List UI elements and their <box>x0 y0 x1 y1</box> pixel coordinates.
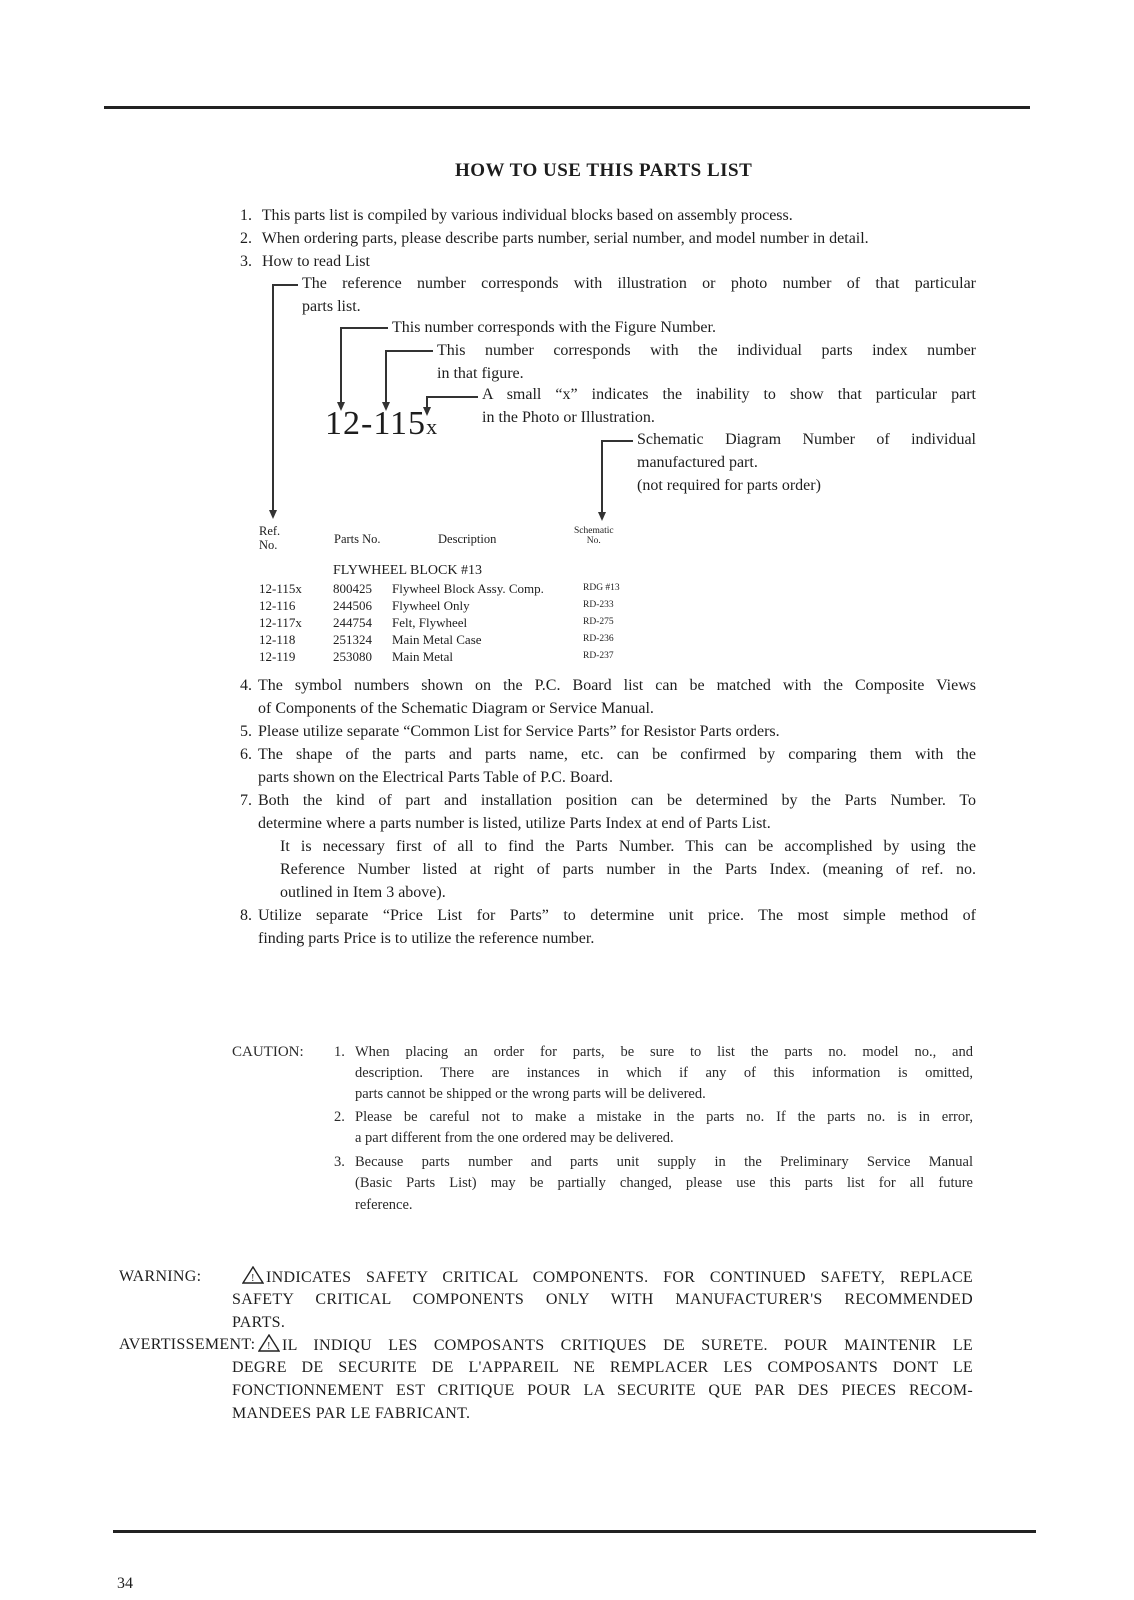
page-title: HOW TO USE THIS PARTS LIST <box>455 160 753 181</box>
schematic-arrow-icon <box>598 512 606 521</box>
caution-3-line-3: reference. <box>355 1197 413 1213</box>
caution-label: CAUTION: <box>232 1044 304 1060</box>
note-ref-line-2: parts list. <box>302 298 361 315</box>
avertissement-line-1: ! IL INDIQU LES COMPOSANTS CRITIQUES DE SURETE. POUR MAINTENIR LE <box>258 1334 973 1358</box>
caution-1-number: 1. <box>334 1044 345 1060</box>
item-6-line-2: parts shown on the Electrical Parts Table of P.C. Board. <box>258 769 613 786</box>
note-figure: This number corresponds with the Figure Number. <box>392 319 716 336</box>
note-schematic-line-1: Schematic Diagram Number of individual <box>637 431 976 448</box>
item-7-line-2: determine where a parts number is listed, utilize Parts Index at end of Parts List. <box>258 815 771 832</box>
header-parts-no: Parts No. <box>334 532 381 546</box>
schematic-leader-horizontal <box>601 440 633 442</box>
note-ref-line-1: The reference number corresponds with illustration or photo number of that particular <box>302 275 976 292</box>
x-leader-horizontal <box>426 396 478 398</box>
ref-leader-horizontal <box>272 284 298 286</box>
item-7-note-line-1: It is necessary first of all to find the Parts Number. This can be accomplished by using the <box>280 838 976 855</box>
note-index-line-1: This number corresponds with the individual parts index number <box>437 342 976 359</box>
item-6-number: 6. <box>240 746 252 763</box>
ref-leader-vertical <box>272 284 274 512</box>
caution-1-line-1: When placing an order for parts, be sure to list the parts no. model no., and <box>355 1044 973 1060</box>
item-2: 2. When ordering parts, please describe parts number, serial number, and model number in detail. <box>240 230 869 247</box>
caution-3-line-1: Because parts number and parts unit supply in the Preliminary Service Manual <box>355 1154 973 1170</box>
example-number: 12-115x <box>325 405 438 442</box>
item-8-line-1: Utilize separate “Price List for Parts” to determine unit price. The most simple method of <box>258 907 976 924</box>
warning-label: WARNING: <box>119 1268 202 1285</box>
note-index-line-2: in that figure. <box>437 365 524 382</box>
avertissement-label: AVERTISSEMENT: <box>119 1336 256 1353</box>
item-7-note-line-2: Reference Number listed at right of parts number in the Parts Index. (meaning of ref. no. <box>280 861 976 878</box>
warning-triangle-icon <box>258 1334 280 1352</box>
avertissement-line-4: MANDEES PAR LE FABRICANT. <box>232 1405 471 1422</box>
fig-leader-vertical <box>340 327 342 405</box>
caution-2-line-2: a part different from the one ordered may be delivered. <box>355 1130 674 1146</box>
item-7-number: 7. <box>240 792 252 809</box>
item-4-line-1: The symbol numbers shown on the P.C. Board list can be matched with the Composite Views <box>258 677 976 694</box>
item-5-number: 5. <box>240 723 252 740</box>
header-description: Description <box>438 532 497 546</box>
item-5-line-1: Please utilize separate “Common List for Service Parts” for Resistor Parts orders. <box>258 723 780 740</box>
caution-3-number: 3. <box>334 1154 345 1170</box>
index-leader-horizontal <box>385 350 433 352</box>
bottom-rule <box>113 1530 1036 1533</box>
warning-line-3: PARTS. <box>232 1314 286 1331</box>
svg-text:!: ! <box>251 1273 255 1284</box>
svg-text:!: ! <box>267 1341 271 1352</box>
item-4-line-2: of Components of the Schematic Diagram or Service Manual. <box>258 700 654 717</box>
page-number: 34 <box>117 1575 133 1592</box>
caution-1-line-2: description. There are instances in which if any of this information is omitted, <box>355 1065 973 1081</box>
note-schematic-line-3: (not required for parts order) <box>637 477 821 494</box>
warning-line-2: SAFETY CRITICAL COMPONENTS ONLY WITH MANUFACTURER'S RECOMMENDED <box>232 1291 973 1308</box>
warning-triangle-icon <box>242 1266 264 1284</box>
index-leader-vertical <box>385 350 387 405</box>
note-x-line-2: in the Photo or Illustration. <box>482 409 655 426</box>
caution-2-line-1: Please be careful not to make a mistake in the parts no. If the parts no. is in error, <box>355 1109 973 1125</box>
note-x-line-1: A small “x” indicates the inability to show that particular part <box>482 386 976 403</box>
header-ref: Ref. No. <box>259 524 281 552</box>
header-schematic: Schematic No. <box>574 526 614 546</box>
warning-line-1: ! INDICATES SAFETY CRITICAL COMPONENTS. FOR CONTINUED SAFETY, REPLACE <box>242 1266 973 1290</box>
top-rule <box>104 106 1030 109</box>
item-4-number: 4. <box>240 677 252 694</box>
item-7-note-line-3: outlined in Item 3 above). <box>280 884 446 901</box>
avertissement-line-3: FONCTIONNEMENT EST CRITIQUE POUR LA SECURITE QUE PAR DES PIECES RECOM- <box>232 1382 973 1399</box>
schematic-leader-vertical <box>601 440 603 514</box>
item-1: 1. This parts list is compiled by various individual blocks based on assembly process. <box>240 207 793 224</box>
item-8-number: 8. <box>240 907 252 924</box>
item-8-line-2: finding parts Price is to utilize the reference number. <box>258 930 595 947</box>
avertissement-line-2: DEGRE DE SECURITE DE L'APPAREIL NE REMPLACER LES COMPOSANTS DONT LE <box>232 1359 973 1376</box>
note-schematic-line-2: manufactured part. <box>637 454 758 471</box>
caution-3-line-2: (Basic Parts List) may be partially changed, please use this parts list for all future <box>355 1175 973 1191</box>
block-title: FLYWHEEL BLOCK #13 <box>333 563 482 578</box>
document-page: HOW TO USE THIS PARTS LIST 1. This parts list is compiled by various individual blocks based on assembly process. 2. When ordering parts, please describe parts number, serial number, and model number in detail. 3. How to read List The reference number corresponds with illustration or photo number of that particular parts list. This number corresponds with the Figure Number. This number corresponds with the individual parts index number in that figure. A small “x” indicates the inability to show that particular part in the Photo or Illustration. 12-115x Schematic Diagram Number of individual manufactured part. (not required for parts order) Ref. No. Parts No. Description Schematic No. FLYWHEEL BLOCK #13 12-115x 800425 Flywheel Block Assy. Comp. RDG #13 12-116 244506 Flywheel Only RD-233 12-117x 244754 Felt, Flywheel RD-275 12-118 251324 Main Metal Case RD-236 12-119 253080 Main Metal RD-237 4. The symbol numbers shown on the P.C. Board list can be matched with the Composite Views of Components of the Schematic Diagram or Service Manual. 5. Please utilize separate “Common List for Service Parts” for Resistor Parts orders. 6. The shape of the parts and parts name, etc. can be confirmed by comparing them with the parts shown on the Electrical Parts Table of P.C. Board. 7. Both the kind of part and installation position can be determined by the Parts Number. To determine where a parts number is listed, utilize Parts Index at end of Parts List. It is necessary first of all to find the Parts Number. This can be accomplished by using the Reference Number listed at right of parts number in the Parts Index. (meaning of ref. no. outlined in Item 3 above). 8. Utilize separate “Price List for Parts” to determine unit price. The most simple method of finding parts Price is to utilize the reference number. CAUTION: 1. When placing an order for parts, be sure to list the parts no. model no., and description. There are instances in which if any of this information is omitted, parts cannot be shipped or the wrong parts will be delivered. 2. Please be careful not to make a mistake in the parts no. If the parts no. is in error, a part different from the one ordered may be delivered. 3. Because parts number and parts unit supply in the Preliminary Service Manual (Basic Parts List) may be partially changed, please use this parts list for all future reference. WARNING: ! INDICATES SAFETY CRITICAL COMPONENTS. FOR CONTINUED SAFETY, REPLACE SAFETY CRITICAL COMPONENTS ONLY WITH MANUFACTURER'S RECOMMENDED PARTS. AVERTISSEMENT: ! IL INDIQU LES COMPOSANTS CRITIQUES DE SURETE. POUR MAINTENIR LE DEGRE DE SECURITE DE L'APPAREIL NE REMPLACER LES COMPOSANTS DONT LE FONCTIONNEMENT EST CRITIQUE POUR LA SECURITE QUE PAR DES PIECES RECOM- MANDEES PAR LE FABRICANT. 34 <box>0 0 1134 1600</box>
fig-leader-horizontal <box>340 327 388 329</box>
item-6-line-1: The shape of the parts and parts name, etc. can be confirmed by comparing them with the <box>258 746 976 763</box>
caution-2-number: 2. <box>334 1109 345 1125</box>
caution-1-line-3: parts cannot be shipped or the wrong parts will be delivered. <box>355 1086 706 1102</box>
item-7-line-1: Both the kind of part and installation position can be determined by the Parts Number. To <box>258 792 976 809</box>
item-3: 3. How to read List <box>240 253 370 270</box>
ref-arrow-icon <box>269 510 277 519</box>
